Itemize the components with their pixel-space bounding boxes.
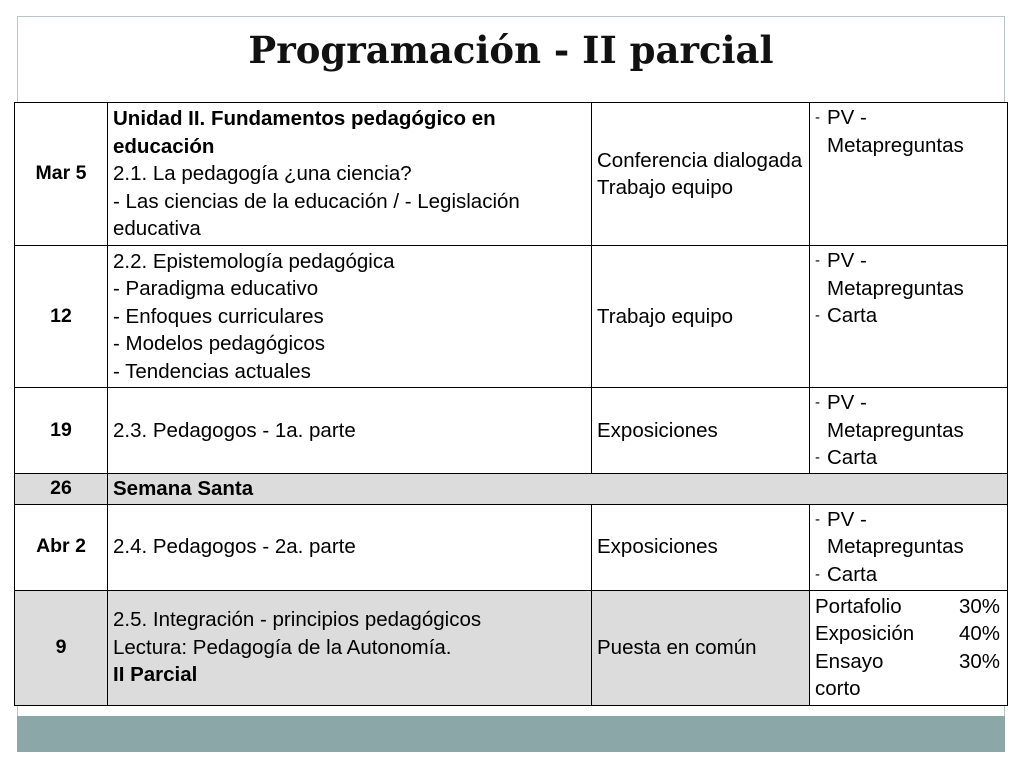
method-cell xyxy=(592,388,810,474)
grade-pct: 30% xyxy=(958,594,1000,618)
date-cell: 19 xyxy=(15,388,108,474)
table-row xyxy=(15,246,1008,388)
evaluation-item: - Carta xyxy=(815,302,1002,330)
content-line: 2.2. Epistemología pedagógica xyxy=(113,249,395,273)
table-row xyxy=(15,590,1008,705)
evaluation-cell xyxy=(810,246,1008,388)
holiday-cell xyxy=(108,474,1008,505)
table-row xyxy=(15,388,1008,474)
evaluation-item: - PV - Metapreguntas xyxy=(815,104,1002,159)
exam-label: II Parcial xyxy=(113,663,198,687)
table-row xyxy=(15,103,1008,246)
grade-item: Exposición xyxy=(815,622,915,645)
content-line: - Las ciencias de la educación / - Legislación educativa xyxy=(113,189,520,241)
evaluation-item: - PV - Metapreguntas xyxy=(815,389,1002,444)
method-cell xyxy=(592,246,810,388)
grade-item: Ensayo xyxy=(815,649,884,673)
unit-heading: Unidad II. Fundamentos pedagógico en educación xyxy=(113,107,496,158)
method-line: Conferencia dialogada xyxy=(597,148,803,172)
grade-row xyxy=(815,648,1002,676)
evaluation-item: - Carta xyxy=(815,561,1002,589)
grade-pct: 30% xyxy=(958,649,1000,673)
method-cell xyxy=(592,103,810,246)
grade-row xyxy=(815,620,1002,648)
footer-bar xyxy=(17,716,1005,752)
method-line: Exposiciones xyxy=(597,535,718,559)
method-line: Trabajo equipo xyxy=(597,304,734,328)
content-line: 2.4. Pedagogos - 2a. parte xyxy=(113,535,356,559)
schedule-table xyxy=(14,102,1008,706)
content-cell xyxy=(108,504,592,590)
holiday-label: Semana Santa xyxy=(113,477,254,500)
content-line: - Enfoques curriculares xyxy=(113,304,324,328)
grade-pct: 40% xyxy=(958,622,1000,645)
content-line: - Paradigma educativo xyxy=(113,277,319,301)
page-title: Programación - II parcial xyxy=(248,28,774,72)
evaluation-cell xyxy=(810,103,1008,246)
method-line: Trabajo equipo xyxy=(597,176,734,199)
method-line: Exposiciones xyxy=(597,418,718,442)
content-line: - Tendencias actuales xyxy=(113,359,311,383)
date-cell: Abr 2 xyxy=(15,504,108,590)
date-cell: 26 xyxy=(15,474,108,505)
content-line: 2.1. La pedagogía ¿una ciencia? xyxy=(113,162,412,186)
content-cell xyxy=(108,246,592,388)
content-line: - Modelos pedagógicos xyxy=(113,332,325,356)
date-cell: 9 xyxy=(15,590,108,705)
table-row xyxy=(15,504,1008,590)
grade-row xyxy=(815,593,1002,621)
grade-extra: corto xyxy=(815,677,861,700)
method-cell xyxy=(592,504,810,590)
method-line: Puesta en común xyxy=(597,635,757,659)
date-cell: Mar 5 xyxy=(15,103,108,246)
content-line: 2.5. Integración - principios pedagógicos xyxy=(113,608,482,632)
grades-cell xyxy=(810,590,1008,705)
evaluation-item: - PV - Metapreguntas xyxy=(815,247,1002,302)
evaluation-cell xyxy=(810,504,1008,590)
evaluation-cell xyxy=(810,388,1008,474)
content-line: 2.3. Pedagogos - 1a. parte xyxy=(113,418,356,442)
grade-item: Portafolio xyxy=(815,594,902,618)
content-line: Lectura: Pedagogía de la Autonomía. xyxy=(113,635,452,659)
method-cell xyxy=(592,590,810,705)
evaluation-item: - Carta xyxy=(815,444,1002,472)
content-cell xyxy=(108,103,592,246)
content-cell xyxy=(108,388,592,474)
table-row xyxy=(15,474,1008,505)
date-cell: 12 xyxy=(15,246,108,388)
content-cell xyxy=(108,590,592,705)
evaluation-item: - PV - Metapreguntas xyxy=(815,506,1002,561)
